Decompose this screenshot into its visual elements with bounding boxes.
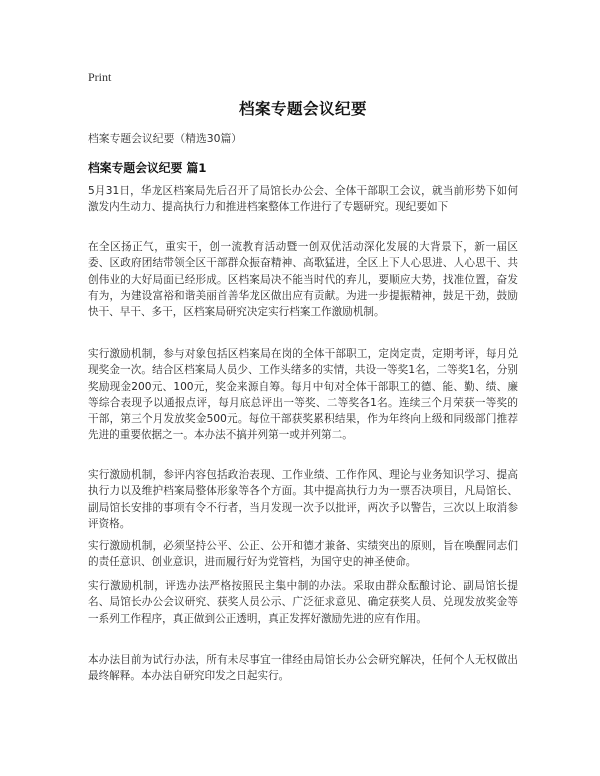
print-link[interactable]: Print [88, 70, 112, 84]
page-title: 档案专题会议纪要 [238, 100, 367, 118]
document-subtitle: 档案专题会议纪要（精选30篇） [88, 132, 243, 145]
paragraph-intro: 5月31日，华龙区档案局先后召开了局馆长办公会、全体干部职工会议，就当前形势下如何激发内生动力、提高执行力和推进档案整体工作进行了专题研究。现纪要如下 [88, 185, 518, 214]
paragraph-trial-note: 本办法目前为试行办法，所有未尽事宜一律经由局馆长办公会研究解决，任何个人无权做出最终解释。本办法自研究印发之日起实行。 [88, 654, 518, 683]
paragraph-principles: 实行激励机制，必须坚持公平、公正、公开和德才兼备、实绩突出的原则，旨在唤醒同志们的责任意识、创业意识，进而履行好为党管档，为国守史的神圣使命。 [88, 540, 518, 569]
section-heading: 档案专题会议纪要 篇1 [88, 161, 207, 175]
paragraph-participants: 实行激励机制，参与对象包括区档案局在岗的全体干部职工，定岗定责，定期考评，每月兑现奖金一次。结合区档案局人员少、工作头绪多的实情，共设一等奖1名，二等奖1名，分别奖励现金200元、100元，奖金来源自筹。每月中旬对全体干部职工的德、能、勤、绩、廉等综合表现予以通报点评，每月底总评出一等奖、二等奖各1名。连续三个月荣获一等奖的干部，第三个月发放奖金500元。每位干部获奖累积结果，作为年终向上级和同级部门推荐先进的重要依据之一。本办法不搞并列第一或并列第二。 [88, 348, 518, 442]
paragraph-selection-method: 实行激励机制，评选办法严格按照民主集中制的办法。采取由群众酝酿讨论、副局馆长提名、局馆长办公会议研究、获奖人员公示、广泛征求意见、确定获奖人员、兑现发放奖金等一系列工作程序，真正做到公正透明，真正发挥好激励先进的应有作用。 [88, 580, 518, 625]
paragraph-background: 在全区扬正气，重实干，创一流教育活动暨一创双优活动深化发展的大背景下，新一届区委、区政府团结带领全区干部群众振奋精神、高歌猛进，全区上下人心思进、人心思干、共创伟业的大好局面已经形成。区档案局决不能当时代的弃儿，要顺应大势，找准位置，奋发有为，为建设富裕和谐美丽首善华龙区做出应有贡献。为进一步提振精神，鼓足干劲，鼓励快干、早干、多干，区档案局研究决定实行档案工作激励机制。 [88, 241, 518, 319]
paragraph-evaluation-content: 实行激励机制，参评内容包括政治表现、工作业绩、工作作风、理论与业务知识学习、提高执行力以及维护档案局整体形象等各个方面。其中提高执行力为一票否决项目，凡局馆长、副局馆长安排的事项有令不行者，当月发现一次予以批评，两次予以警告，三次以上取消参评资格。 [88, 469, 518, 530]
